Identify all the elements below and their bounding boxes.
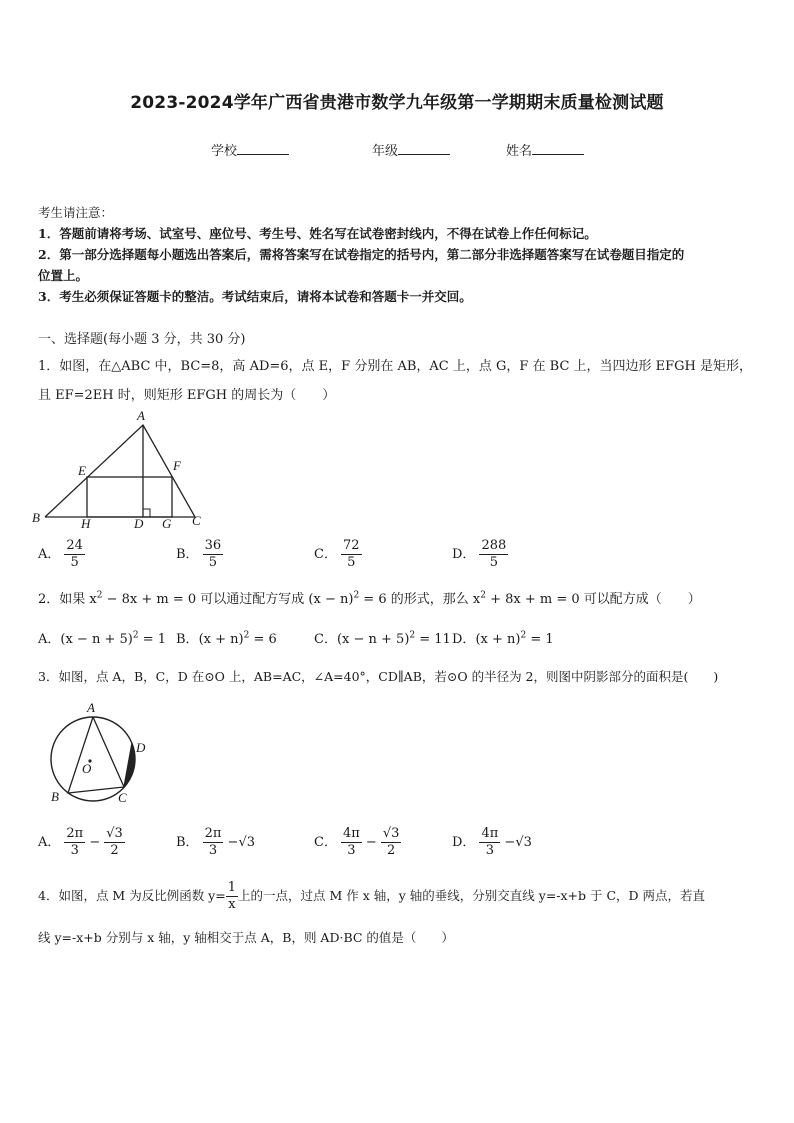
triangle-abc [68, 717, 124, 793]
school-label: 学校 [211, 144, 238, 159]
school-field[interactable] [211, 140, 289, 159]
page-title: 2023-2024学年广西省贵港市数学九年级第一学期期末质量检测试题 [130, 93, 664, 113]
grade-field[interactable] [372, 140, 450, 159]
q1-option-a[interactable] [38, 538, 85, 571]
q1-line1: 1．如图，在△ABC 中，BC=8，高 AD=6，点 E，F 分别在 AB，AC 上，点 G，F 在 BC 上，当四边形 EFGH 是矩形， [38, 359, 753, 374]
circle-o [51, 717, 135, 801]
label-E: E [78, 463, 86, 478]
q1-option-c[interactable] [314, 538, 362, 571]
q2-option-b[interactable]: B．$(x + n)^2 = 6$ [176, 630, 277, 647]
section-heading: 一、选择题(每小题 3 分，共 30 分) [38, 332, 246, 347]
q3-option-d[interactable]: D． $\frac{4\pi}{3}$ −√3 [452, 826, 532, 858]
label-C: C [118, 790, 127, 805]
note-2: 2．第一部分选择题每小题选出答案后，需将答案写在试卷指定的括号内，第二部分非选择题答案写在试卷题目指定的 [38, 247, 685, 262]
q3-option-b[interactable]: B． $\frac{2\pi}{3}$ −√3 [176, 826, 255, 858]
q1-option-b[interactable] [176, 538, 223, 571]
label-D: D [136, 740, 146, 755]
name-field[interactable] [506, 140, 584, 159]
school-blank[interactable] [237, 142, 289, 155]
q1-option-d-letter: D． [452, 547, 476, 562]
q2-option-d[interactable]: D．$(x + n)^2 = 1$ [452, 630, 554, 647]
label-F: F [173, 458, 181, 473]
q1-option-d-frac: $\frac{288}{5}$ [481, 538, 507, 570]
q1-option-c-letter: C． [314, 547, 337, 562]
q1-option-a-letter: A． [38, 547, 61, 562]
label-A: A [137, 408, 145, 423]
q2-option-c[interactable]: C．$(x - n + 5)^2 = 11$ [314, 630, 451, 647]
q2-option-a[interactable]: A．$(x - n + 5)^2 = 1$ [38, 630, 166, 647]
q3-stem: 3．如图，点 A，B，C，D 在⊙O 上，AB=AC，∠A=40°，CD∥AB，若⊙O 的半径为 2，则图中阴影部分的面积是( ) [38, 669, 719, 684]
q3-option-c[interactable]: C． $\frac{4\pi}{3}$ − $\frac{√3}{2}$ [314, 826, 400, 858]
label-G: G [162, 516, 172, 531]
name-blank[interactable] [532, 142, 584, 155]
q2-stem: 2．如果 $x^2 - 8x + m = 0$ 可以通过配方写成 $(x - n)^2 = 6$ 的形式，那么 $x^2 + 8x + m = 0$ 可以配方成（ ） [38, 590, 701, 607]
q1-figure [30, 405, 210, 535]
q3-figure [38, 695, 158, 810]
label-D: D [134, 516, 144, 531]
label-O: O [82, 761, 92, 776]
label-B: B [51, 789, 59, 804]
note-2-cont: 位置上。 [38, 268, 89, 283]
q4-line1: 4．如图，点 M 为反比例函数 y= $\frac{1}{x}$ 上的一点，过点 M 作 x 轴，y 轴的垂线，分别交直线 y=-x+b 于 C，D 两点，若直 [38, 880, 706, 912]
grade-label: 年级 [372, 144, 399, 159]
q1-option-d[interactable] [452, 538, 508, 571]
label-C: C [192, 513, 201, 528]
q1-option-b-frac: $\frac{36}{5}$ [204, 538, 222, 570]
note-1: 1．答题前请将考场、试室号、座位号、考生号、姓名写在试卷密封线内，不得在试卷上作任何标记。 [38, 226, 597, 241]
note-3: 3．考生必须保证答题卡的整洁。考试结束后，请将本试卷和答题卡一并交回。 [38, 289, 472, 304]
right-angle-mark [143, 509, 150, 517]
q4-line2: 线 y=-x+b 分别与 x 轴，y 轴相交于点 A，B，则 AD·BC 的值是（ ） [38, 930, 454, 945]
q3-option-a[interactable]: A． $\frac{2\pi}{3}$ − $\frac{√3}{2}$ [38, 826, 123, 858]
label-A: A [87, 700, 95, 715]
grade-blank[interactable] [398, 142, 450, 155]
notes-header: 考生请注意： [38, 205, 114, 220]
label-B: B [32, 510, 40, 525]
label-H: H [81, 516, 91, 531]
q1-option-c-frac: $\frac{72}{5}$ [342, 538, 360, 570]
name-label: 姓名 [506, 144, 533, 159]
q1-option-b-letter: B． [176, 547, 199, 562]
q1-line2: 且 EF=2EH 时，则矩形 EFGH 的周长为（ ） [38, 388, 336, 403]
rectangle-efgh [87, 477, 172, 517]
q1-option-a-frac: $\frac{24}{5}$ [66, 538, 83, 570]
